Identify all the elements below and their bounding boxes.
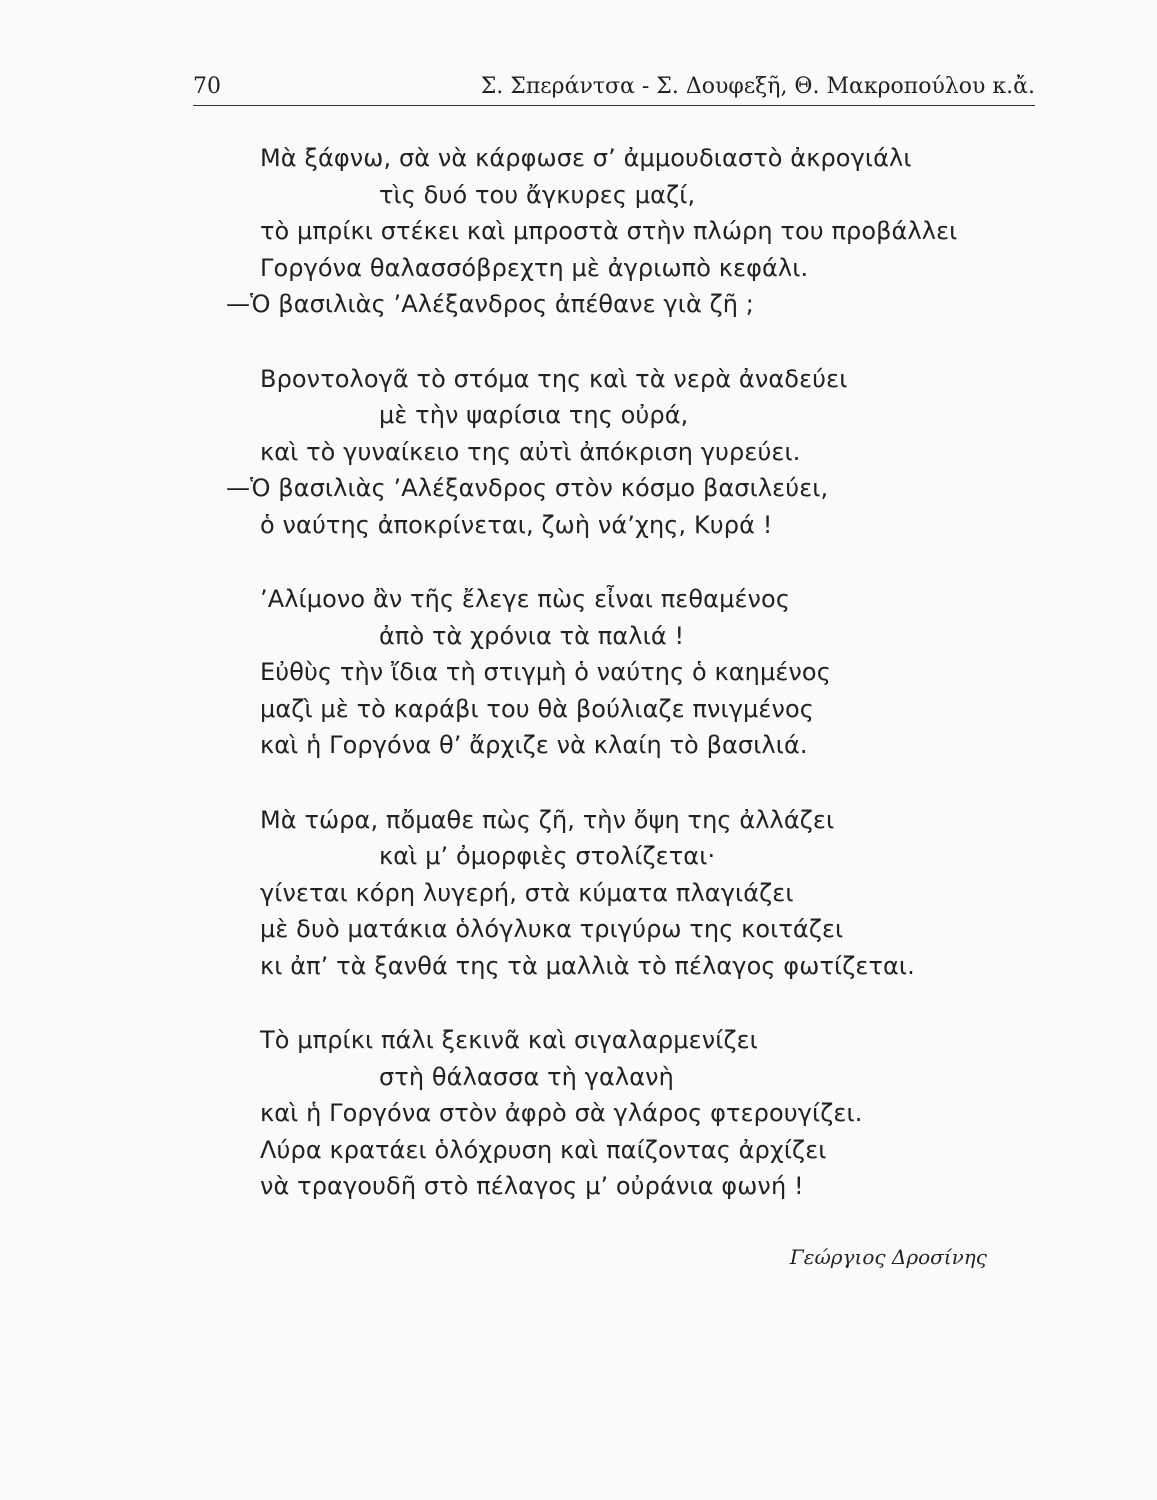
- stanza: [260, 1022, 1060, 1205]
- poem-line: τὸ μπρίκι στέκει καὶ μπροστὰ στὴν πλώρη του προβάλλει: [260, 217, 958, 245]
- stanza: [226, 361, 1060, 544]
- running-head: Σ. Σπεράντσα - Σ. Δουφεξῆ, Θ. Μακροπούλου κ.ἄ.: [480, 74, 1035, 99]
- poem-line: ’Αλίμονο ἂν τῆς ἔλεγε πὼς εἶναι πεθαμένος: [260, 585, 791, 613]
- poem-line: νὰ τραγουδῆ στὸ πέλαγος μ’ οὐράνια φωνή !: [260, 1172, 804, 1200]
- poem-line: Μὰ τώρα, πὄμαθε πὼς ζῆ, τὴν ὄψη της ἀλλάζει: [260, 805, 835, 834]
- poem-line: Μὰ ξάφνω, σὰ νὰ κάρφωσε σ’ ἀμμουδιαστὸ ἀκρογιάλι: [260, 144, 912, 172]
- poem: [226, 140, 1060, 1243]
- poem-line: καὶ μ’ ὀμορφιὲς στολίζεται·: [379, 842, 716, 870]
- stanza: [226, 140, 1060, 323]
- poem-line: Βροντολογᾶ τὸ στόμα της καὶ τὰ νερὰ ἀναδεύει: [260, 364, 848, 393]
- poem-line: καὶ τὸ γυναίκειο της αὐτὶ ἀπόκριση γυρεύει.: [260, 437, 801, 466]
- poem-line: καὶ ἡ Γοργόνα στὸν ἀφρὸ σὰ γλάρος φτερουγίζει.: [260, 1099, 863, 1127]
- stanza: [260, 802, 1060, 985]
- poem-line: Εὐθὺς τὴν ἴδια τὴ στιγμὴ ὁ ναύτης ὁ καημένος: [260, 658, 831, 686]
- poem-line: κι ἀπ’ τὰ ξανθά της τὰ μαλλιὰ τὸ πέλαγος φωτίζεται.: [260, 951, 915, 980]
- poem-line: ἀπὸ τὰ χρόνια τὰ παλιά !: [379, 621, 685, 650]
- author-signature: Γεώργιος Δροσίνης: [789, 1245, 987, 1269]
- header-rule: [193, 105, 1035, 106]
- page-header: [193, 70, 1035, 106]
- poem-line: καὶ ἡ Γοργόνα θ’ ἄρχιζε νὰ κλαίη τὸ βασιλιά.: [260, 731, 808, 759]
- stanza: [260, 581, 1060, 764]
- page-number: 70: [193, 74, 221, 99]
- poem-line: μαζὶ μὲ τὸ καράβι του θὰ βούλιαζε πνιγμένος: [260, 694, 814, 723]
- poem-line: μὲ τὴν ψαρίσια της οὐρά,: [379, 401, 689, 429]
- poem-line: —Ὁ βασιλιὰς ’Αλέξανδρος ἀπέθανε γιὰ ζῆ ;: [226, 290, 754, 318]
- poem-line: γίνεται κόρη λυγερή, στὰ κύματα πλαγιάζει: [260, 878, 794, 907]
- poem-line: Γοργόνα θαλασσόβρεχτη μὲ ἀγριωπὸ κεφάλι.: [260, 253, 809, 282]
- poem-line: στὴ θάλασσα τὴ γαλανὴ: [379, 1062, 674, 1091]
- poem-line: —Ὁ βασιλιὰς ’Αλέξανδρος στὸν κόσμο βασιλεύει,: [226, 474, 829, 502]
- poem-line: Τὸ μπρίκι πάλι ξεκινᾶ καὶ σιγαλαρμενίζει: [260, 1026, 758, 1054]
- poem-line: μὲ δυὸ ματάκια ὁλόγλυκα τριγύρω της κοιτάζει: [260, 915, 844, 943]
- poem-line: ὁ ναύτης ἀποκρίνεται, ζωὴ νά’χης, Κυρά !: [260, 510, 773, 539]
- poem-line: Λύρα κρατάει ὁλόχρυση καὶ παίζοντας ἀρχίζει: [260, 1135, 827, 1164]
- poem-line: τὶς δυό του ἄγκυρες μαζί,: [379, 180, 696, 209]
